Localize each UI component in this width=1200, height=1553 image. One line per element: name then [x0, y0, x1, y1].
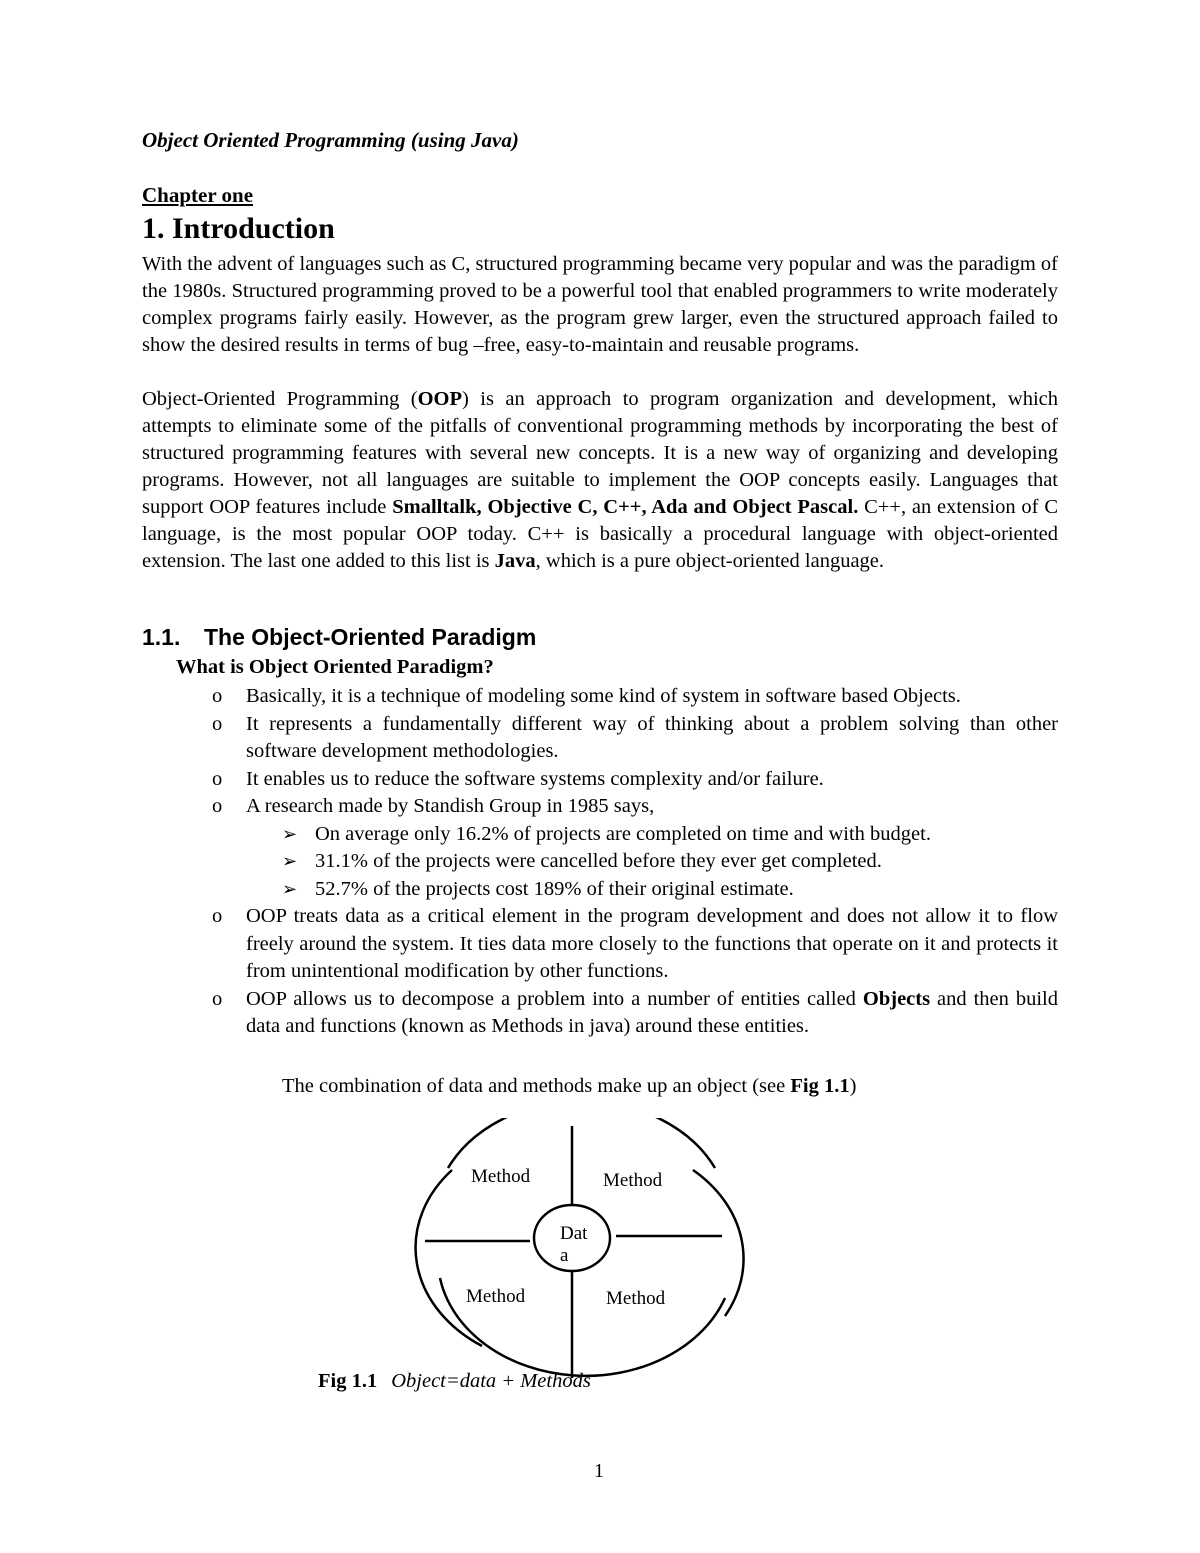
bullet-list — [212, 683, 1058, 1041]
bullet-marker: o — [212, 795, 223, 817]
section-title: The Object-Oriented Paradigm — [204, 624, 537, 650]
bullet-marker: o — [212, 685, 223, 707]
bullet-marker: o — [212, 712, 223, 735]
outer-ellipse-arc-right — [693, 1170, 744, 1316]
sub-list-item: ➢ On average only 16.2% of projects are completed on time and with budget. — [282, 821, 1058, 849]
bullet-marker: o — [212, 987, 223, 1010]
bullet-marker: o — [212, 767, 223, 790]
oop-term: OOP — [417, 388, 463, 410]
bullet-marker: o — [212, 905, 223, 927]
objects-term: Objects — [862, 987, 931, 1010]
sub-bullet-list — [246, 821, 1058, 904]
intro-paragraph: With the advent of languages such as C, structured programming became very popular and was the paradigm of the 1980s. Structured programming proved to be a powerful tool that enabled programmers to write moderately complex programs fairly easily. However, as the program grew larger, even the structured approach failed to show the desired results in terms of bug –free, easy-to-maintain and reusable programs. — [142, 253, 1058, 356]
data-label-line2: a — [560, 1245, 569, 1266]
section-heading — [142, 624, 536, 651]
method-label-top-left: Method — [471, 1166, 531, 1187]
method-label-top-right: Method — [603, 1170, 663, 1191]
arrow-bullet-icon: ➢ — [282, 823, 298, 844]
method-label-bottom-left: Method — [466, 1286, 526, 1307]
figure-caption — [318, 1370, 591, 1393]
oop-languages: Smalltalk, Objective C, C++, Ada and Object Pascal. — [392, 496, 859, 518]
figure-reference: Fig 1.1 — [790, 1075, 850, 1097]
introduction-heading: 1. Introduction — [142, 212, 335, 245]
oop-paragraph: Object-Oriented Programming (OOP) is an approach to program organization and development, which attempts to eliminate some of the pitfalls of conventional programming methods by incorporating the best of structured programming features with several new concepts. It is a new way of organizing and developing programs. However, not all languages are suitable to implement the OOP concepts easily. Languages that support OOP features include Smalltalk, Objective C, C++, Ada and Object Pascal. C++, an extension of C language, is the most popular OOP today. C++ is basically a procedural language with object-oriented extension. The last one added to this list is Java, which is a pure object-oriented language. — [142, 388, 1058, 572]
list-item: o Basically, it is a technique of modeling some kind of system in software based Objects. — [212, 683, 1058, 711]
combination-sentence: The combination of data and methods make up an object (see Fig 1.1) — [282, 1075, 857, 1097]
arrow-bullet-icon: ➢ — [282, 851, 298, 871]
java-term: Java — [494, 550, 536, 572]
figure-caption-label: Fig 1.1 — [318, 1370, 378, 1392]
arrow-bullet-icon: ➢ — [282, 878, 298, 899]
list-item: o A research made by Standish Group in 1985 says, ➢ On average only 16.2% of projects are completed on time and with budget. ➢ 31.1% of the projects were cancelled before they ever get completed. ➢ 52.7% of the projects cost 189% of their original estimate. — [212, 793, 1058, 903]
object-diagram — [400, 1118, 760, 1388]
list-item: o It enables us to reduce the software systems complexity and/or failure. — [212, 766, 1058, 794]
chapter-label: Chapter one — [142, 183, 254, 207]
figure-caption-text: Object=data + Methods — [391, 1370, 591, 1392]
sub-list-item: ➢ 31.1% of the projects were cancelled before they ever get completed. — [282, 848, 1058, 876]
page-number: 1 — [594, 1460, 604, 1482]
outer-ellipse-arc-left — [416, 1170, 482, 1346]
list-item: o OOP allows us to decompose a problem into a number of entities called Objects and then build data and functions (known as Methods in java) around these entities. — [212, 987, 1058, 1037]
method-label-bottom-right: Method — [606, 1288, 666, 1309]
section-question: What is Object Oriented Paradigm? — [176, 656, 494, 678]
list-item: o It represents a fundamentally different way of thinking about a problem solving than other software development methodologies. — [212, 712, 1058, 762]
section-number: 1.1. — [142, 624, 181, 650]
list-item: o OOP treats data as a critical element in the program development and does not allow it to flow freely around the system. It ties data more closely to the functions that operate on it and protects it from unintentional modification by other functions. — [212, 905, 1058, 982]
document-title: Object Oriented Programming (using Java) — [142, 128, 519, 152]
sub-list-item: ➢ 52.7% of the projects cost 189% of their original estimate. — [282, 876, 1058, 904]
outer-ellipse-arc-top — [448, 1118, 715, 1168]
data-label-line1: Dat — [560, 1223, 588, 1244]
